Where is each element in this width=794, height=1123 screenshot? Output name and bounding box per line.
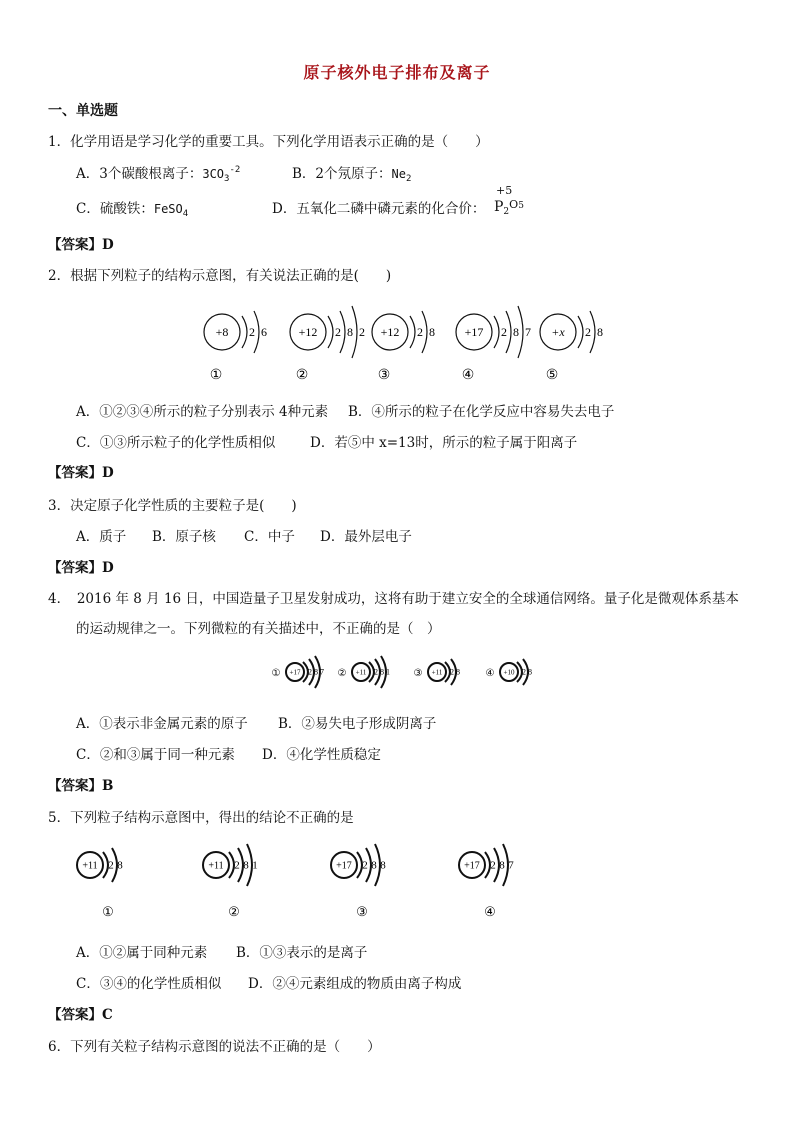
q1-option-b-label: B．2个氖原子： [292, 166, 392, 182]
q2-option-d: D．若⑤中 x=13时，所示的粒子属于阳离子 [310, 435, 578, 451]
question-3-stem: 3．决定原子化学性质的主要粒子是( ) [48, 498, 297, 514]
q1-option-c-formula: FeSO [153, 202, 183, 216]
atom-diagram-4 [459, 844, 514, 919]
shell-electron-count: 7 [508, 859, 514, 872]
shell-electron-count: 8 [243, 859, 249, 872]
q1-option-c-label: C．硫酸铁： [76, 201, 154, 217]
atom-diagram-2 [290, 306, 365, 383]
diagram-number: ① [209, 368, 223, 383]
nucleus-charge: +8 [215, 325, 229, 339]
q1-option-d-valence: +5 [496, 184, 513, 197]
shell-electron-count: 8 [380, 859, 386, 872]
shell-electron-count: 8 [597, 325, 603, 339]
nucleus-charge: +10 [503, 668, 515, 677]
diagram-number: ③ [377, 368, 391, 383]
q4-answer: 【答案】B [48, 778, 114, 794]
shell-electron-count: 8 [429, 325, 435, 339]
atom-diagram-2 [203, 844, 258, 919]
atom-diagram-1 [272, 656, 324, 688]
q1-option-a-sup: -2 [229, 165, 241, 175]
shell-electron-count: 2 [249, 325, 255, 339]
q3-option-a: A．质子 [76, 529, 127, 545]
atom-diagram-4 [456, 306, 531, 383]
nucleus-charge: +11 [355, 668, 367, 677]
shell-electron-count: 2 [234, 859, 240, 872]
atom-diagram-3 [372, 311, 435, 383]
shell-electron-count: 2 [450, 667, 454, 677]
q4-option-d: D．④化学性质稳定 [262, 747, 381, 763]
nucleus-charge: +12 [380, 325, 400, 339]
diagram-number: ② [337, 668, 347, 679]
q1-option-b-formula: Ne [391, 167, 406, 181]
diagram-number: ④ [461, 368, 475, 383]
q1-answer: 【答案】D [48, 237, 114, 253]
q1-option-c [76, 197, 188, 219]
shell-electron-count: 2 [308, 667, 312, 677]
q4-structure-diagram [270, 650, 532, 698]
question-5-stem: 5．下列粒子结构示意图中，得出的结论不正确的是 [48, 810, 354, 826]
q1-option-a-label: A．3个碳酸根离子： [76, 166, 203, 182]
nucleus-charge: +17 [464, 325, 484, 339]
q4-option-b: B．②易失电子形成阴离子 [278, 716, 437, 732]
q3-option-d: D．最外层电子 [320, 529, 412, 545]
nucleus-charge: +x [551, 325, 565, 339]
q2-option-a: A．①②③④所示的粒子分别表示 4种元素 [76, 404, 329, 420]
document-title: 原子核外电子排布及离子 [303, 63, 491, 82]
q5-option-a: A．①②属于同种元素 [76, 945, 208, 961]
shell-electron-count: 7 [320, 667, 324, 677]
q2-option-c: C．①③所示粒子的化学性质相似 [76, 435, 276, 451]
electron-shell-arc [578, 316, 583, 348]
q3-option-b: B．原子核 [152, 529, 216, 545]
atom-diagram-4 [486, 659, 532, 685]
electron-shell-arc [410, 316, 415, 348]
diagram-number: ① [271, 668, 281, 679]
shell-electron-count: 6 [261, 325, 267, 339]
q3-option-c: C．中子 [244, 529, 295, 545]
q1-option-d-p: P [494, 199, 504, 215]
shell-electron-count: 8 [528, 667, 532, 677]
diagram-number: ④ [484, 904, 496, 919]
electron-shell-arc [242, 316, 247, 348]
shell-electron-count: 8 [347, 325, 353, 339]
diagram-number: ② [295, 368, 309, 383]
question-2-stem: 2．根据下列粒子的结构示意图，有关说法正确的是( ) [48, 268, 392, 284]
electron-shell-arc [494, 316, 499, 348]
q1-option-a-formula: 3CO [202, 167, 225, 181]
atom-diagram-3 [331, 844, 386, 919]
q1-option-b-sub: 2 [405, 174, 412, 184]
shell-electron-count: 7 [525, 325, 531, 339]
q1-option-d-sub2: 5 [518, 201, 524, 211]
diagram-number: ③ [413, 668, 423, 679]
question-4-stem-line2: 的运动规律之一。下列微粒的有关描述中，不正确的是（ ） [76, 621, 441, 637]
shell-electron-count: 8 [513, 325, 519, 339]
shell-electron-count: 2 [522, 667, 526, 677]
shell-electron-count: 2 [490, 859, 496, 872]
shell-electron-count: 2 [585, 325, 591, 339]
nucleus-charge: +11 [431, 668, 443, 677]
diagram-number: ⑤ [545, 368, 559, 383]
section-heading: 一、单选题 [48, 103, 118, 119]
q5-structure-diagram [70, 840, 540, 926]
q4-option-a: A．①表示非金属元素的原子 [76, 716, 248, 732]
q4-option-c: C．②和③属于同一种元素 [76, 747, 235, 763]
q2-option-b: B．④所示的粒子在化学反应中容易失去电子 [348, 404, 615, 420]
electron-shell-arc [328, 316, 333, 348]
q1-option-d-sub: 2 [503, 207, 510, 217]
shell-electron-count: 8 [371, 859, 377, 872]
shell-electron-count: 1 [386, 667, 390, 677]
nucleus-charge: +11 [208, 860, 224, 872]
q1-option-a-sub: 3 [224, 174, 230, 184]
shell-electron-count: 2 [108, 859, 114, 872]
q1-option-d-label: D．五氧化二磷中磷元素的化合价： [272, 201, 486, 217]
atom-diagram-2 [338, 656, 390, 688]
shell-electron-count: 2 [362, 859, 368, 872]
nucleus-charge: +12 [298, 325, 318, 339]
q1-option-a [76, 162, 240, 184]
shell-electron-count: 8 [314, 667, 318, 677]
diagram-number: ③ [356, 904, 368, 919]
atom-diagram-1 [77, 848, 123, 919]
shell-electron-count: 2 [374, 667, 378, 677]
q5-option-c: C．③④的化学性质相似 [76, 976, 222, 992]
shell-electron-count: 2 [417, 325, 423, 339]
q5-option-d: D．②④元素组成的物质由离子构成 [248, 976, 462, 992]
atom-diagram-3 [414, 659, 460, 685]
diagram-number: ② [228, 904, 240, 919]
shell-electron-count: 8 [499, 859, 505, 872]
shell-electron-count: 2 [501, 325, 507, 339]
q2-structure-diagram [190, 288, 610, 388]
q1-option-d-formula [494, 198, 524, 217]
nucleus-charge: +11 [82, 860, 98, 872]
shell-electron-count: 2 [335, 325, 341, 339]
nucleus-charge: +17 [336, 860, 352, 872]
shell-electron-count: 8 [456, 667, 460, 677]
nucleus-charge: +17 [464, 860, 480, 872]
shell-electron-count: 8 [117, 859, 123, 872]
q1-option-d-o: O [509, 198, 519, 211]
question-4-stem-line1: 4． 2016 年 8 月 16 日，中国造量子卫星发射成功，这将有助于建立安全的全球通信网络。量子化是微观体系基本 [48, 591, 739, 607]
q3-answer: 【答案】D [48, 560, 114, 576]
shell-electron-count: 8 [380, 667, 384, 677]
shell-electron-count: 1 [252, 859, 258, 872]
question-1-stem: 1．化学用语是学习化学的重要工具。下列化学用语表示正确的是（ ） [48, 134, 489, 150]
atom-diagram-1 [204, 311, 267, 383]
diagram-number: ④ [485, 668, 495, 679]
atom-diagram-5 [540, 311, 603, 383]
q1-option-c-sub: 4 [182, 209, 189, 219]
q1-option-b [292, 162, 411, 184]
q5-option-b: B．①③表示的是离子 [236, 945, 368, 961]
diagram-number: ① [102, 904, 114, 919]
nucleus-charge: +17 [289, 668, 301, 677]
q5-answer: 【答案】C [48, 1007, 113, 1023]
shell-electron-count: 2 [359, 325, 365, 339]
question-6-stem: 6．下列有关粒子结构示意图的说法不正确的是（ ） [48, 1039, 381, 1055]
q2-answer: 【答案】D [48, 465, 114, 481]
